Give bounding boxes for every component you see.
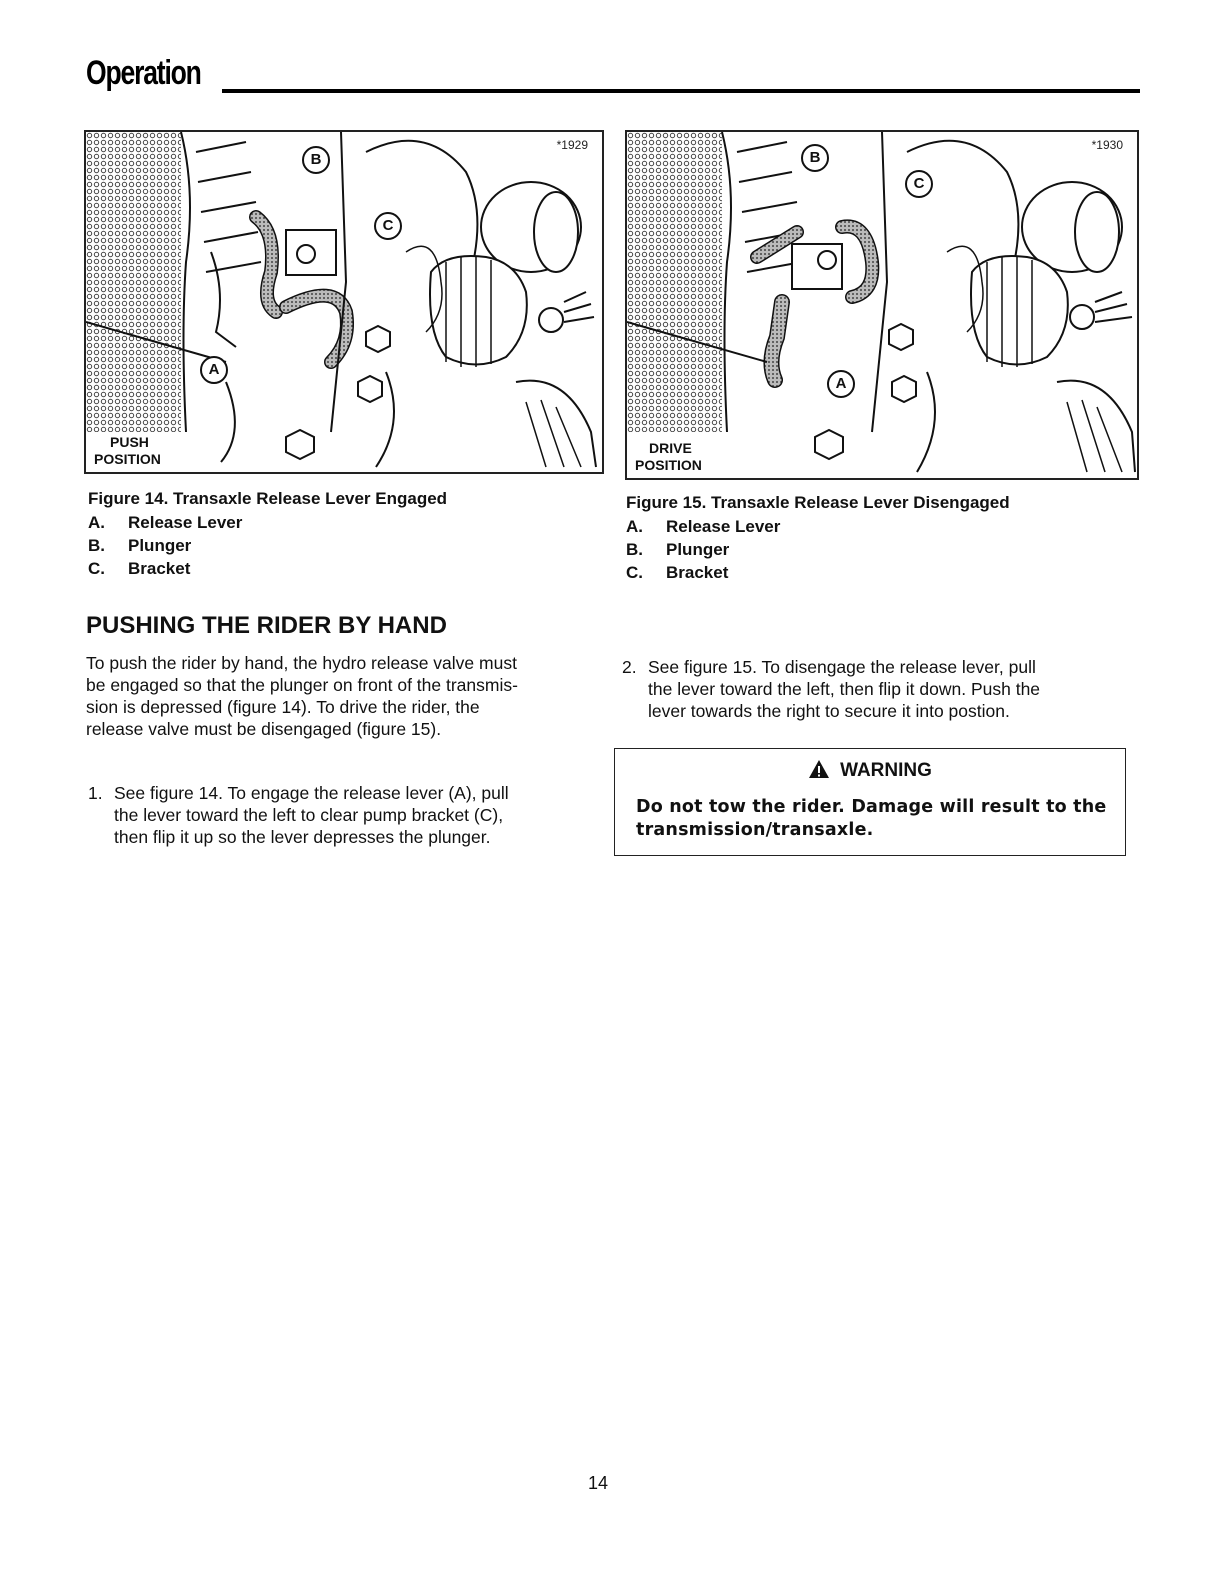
warning-text: Do not tow the rider. Damage will result to the transmission/transaxle. [636,797,1107,840]
legend-item: A. Release Lever [626,517,781,536]
warning-box [614,748,1126,856]
legend-item: B. Plunger [626,540,730,559]
page-number: 14 [588,1473,609,1493]
intro-paragraph: To push the rider by hand, the hydro release valve must be engaged so that the plunger on front of the transmis- sion is depressed (figure 14). To drive the rider, the release valve must be disengaged (figure 15). [86,653,518,739]
callout-b: B [302,146,330,174]
step-text: See figure 14. To engage the release lever (A), pull the lever toward the left to clear pump bracket (C), then flip it up so the lever depresses the plunger. [114,783,509,847]
legend-item: C. Bracket [88,559,191,578]
callout-a: A [200,356,228,384]
step-number: 1. [88,783,103,803]
step-text: See figure 15. To disengage the release lever, pull the lever toward the left, then flip it down. Push the lever towards the right to secure it into postion. [648,657,1041,721]
legend-item: C. Bracket [626,563,729,582]
legend-item: B. Plunger [88,536,192,555]
transaxle-engaged-drawing [86,132,602,472]
header-rule [222,89,1140,93]
transaxle-disengaged-drawing [627,132,1137,478]
callout-a: A [827,370,855,398]
callout-c: C [374,212,402,240]
legend-item: A. Release Lever [88,513,243,532]
figure-14-illustration [84,130,604,474]
figure-15-caption [626,491,1010,584]
warning-icon [808,759,830,779]
caption-title: Figure 15. Transaxle Release Lever Disengaged [626,493,1010,512]
warning-heading: WARNING [615,759,1125,782]
position-label: PUSH POSITION [94,434,161,467]
callout-b: B [801,144,829,172]
callout-c: C [905,170,933,198]
section-heading: PUSHING THE RIDER BY HAND [86,612,447,639]
figure-15-illustration [625,130,1139,480]
figure-14-caption [88,487,447,580]
position-label: DRIVE POSITION [635,440,702,473]
section-title: Operation [86,54,201,92]
caption-title: Figure 14. Transaxle Release Lever Engaged [88,489,448,508]
figure-number: *1929 [556,138,588,152]
figure-number: *1930 [1091,138,1123,152]
step-number: 2. [622,657,637,677]
